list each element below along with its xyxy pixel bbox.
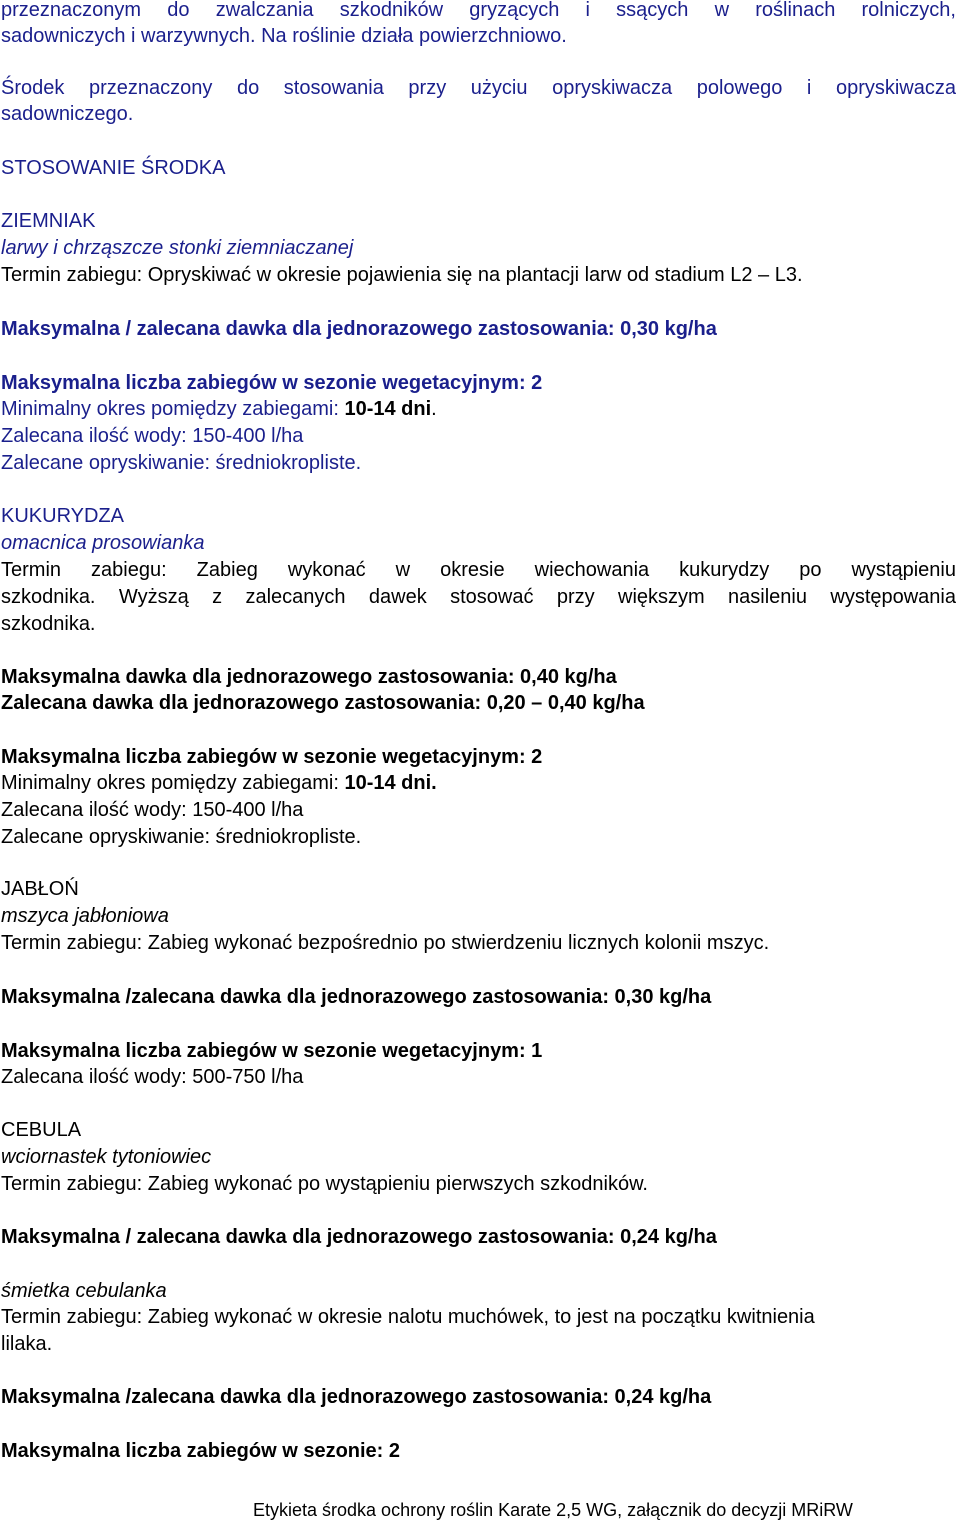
ziemniak-woda: Zalecana ilość wody: 150-400 l/ha: [1, 425, 304, 447]
intro-line-2: sadowniczych i warzywnych. Na roślinie działa powierzchniowo.: [1, 25, 567, 47]
cebula-pest-1: wciornastek tytoniowiec: [1, 1146, 212, 1168]
cebula-heading: CEBULA: [1, 1119, 82, 1141]
kukurydza-pest: omacnica prosowianka: [1, 532, 205, 554]
kukurydza-oprysk: Zalecane opryskiwanie: średniokropliste.: [1, 826, 362, 848]
kukurydza-okres-label: Minimalny okres pomiędzy zabiegami:: [1, 772, 345, 794]
kukurydza-heading: KUKURYDZA: [1, 505, 124, 527]
ziemniak-heading: ZIEMNIAK: [1, 210, 96, 232]
jablon-heading: JABŁOŃ: [1, 878, 79, 900]
ziemniak-pest: larwy i chrząszcze stonki ziemniaczanej: [1, 237, 354, 259]
cebula-termin-2a: Termin zabiegu: Zabieg wykonać w okresie nalotu muchówek, to jest na początku kwitnienia: [1, 1306, 815, 1328]
page-footer: Etykieta środka ochrony roślin Karate 2,5 WG, załącznik do decyzji MRiRW: [253, 1500, 853, 1520]
cebula-dawka-2: Maksymalna /zalecana dawka dla jednorazowego zastosowania: 0,24 kg/ha: [1, 1386, 712, 1408]
intro-line-3: Środek przeznaczony do stosowania przy użyciu opryskiwacza polowego i opryskiwacza: [1, 77, 956, 99]
kukurydza-termin-1: Termin zabiegu: Zabieg wykonać w okresie wiechowania kukurydzy po wystąpieniu: [1, 559, 956, 581]
ziemniak-okres: [1, 396, 437, 422]
section-title: STOSOWANIE ŚRODKA: [1, 157, 226, 179]
cebula-pest-2: śmietka cebulanka: [1, 1280, 167, 1302]
cebula-termin-1: Termin zabiegu: Zabieg wykonać po wystąpieniu pierwszych szkodników.: [1, 1173, 648, 1195]
intro-line-1: przeznaczonym do zwalczania szkodników gryzących i ssących w roślinach rolniczych,: [1, 0, 956, 21]
cebula-dawka-1: Maksymalna / zalecana dawka dla jednorazowego zastosowania: 0,24 kg/ha: [1, 1226, 717, 1248]
jablon-liczba: Maksymalna liczba zabiegów w sezonie wegetacyjnym: 1: [1, 1040, 543, 1062]
intro-line-4: sadowniczego.: [1, 103, 134, 125]
jablon-termin: Termin zabiegu: Zabieg wykonać bezpośrednio po stwierdzeniu licznych kolonii mszyc.: [1, 932, 770, 954]
ziemniak-okres-label: Minimalny okres pomiędzy zabiegami:: [1, 398, 345, 420]
ziemniak-termin: Termin zabiegu: Opryskiwać w okresie pojawienia się na plantacji larw od stadium L2 – L3.: [1, 264, 803, 286]
kukurydza-dawka-max: Maksymalna dawka dla jednorazowego zastosowania: 0,40 kg/ha: [1, 666, 617, 688]
ziemniak-dawka: Maksymalna / zalecana dawka dla jednorazowego zastosowania: 0,30 kg/ha: [1, 318, 717, 340]
jablon-pest: mszyca jabłoniowa: [1, 905, 169, 927]
ziemniak-okres-value: 10-14 dni: [344, 398, 432, 420]
kukurydza-okres-value: 10-14 dni.: [344, 772, 437, 794]
kukurydza-woda: Zalecana ilość wody: 150-400 l/ha: [1, 799, 304, 821]
cebula-liczba: Maksymalna liczba zabiegów w sezonie: 2: [1, 1440, 401, 1462]
cebula-termin-2b: lilaka.: [1, 1333, 53, 1355]
kukurydza-liczba: Maksymalna liczba zabiegów w sezonie wegetacyjnym: 2: [1, 746, 543, 768]
kukurydza-okres: [1, 770, 437, 796]
kukurydza-dawka-zal: Zalecana dawka dla jednorazowego zastosowania: 0,20 – 0,40 kg/ha: [1, 692, 645, 714]
ziemniak-okres-end: .: [431, 398, 437, 420]
ziemniak-liczba: Maksymalna liczba zabiegów w sezonie wegetacyjnym: 2: [1, 372, 543, 394]
kukurydza-termin-3: szkodnika.: [1, 613, 96, 635]
ziemniak-oprysk: Zalecane opryskiwanie: średniokropliste.: [1, 452, 362, 474]
jablon-dawka: Maksymalna /zalecana dawka dla jednorazowego zastosowania: 0,30 kg/ha: [1, 986, 712, 1008]
kukurydza-termin-2: szkodnika. Wyższą z zalecanych dawek stosować przy większym nasileniu występowania: [1, 586, 956, 608]
jablon-woda: Zalecana ilość wody: 500-750 l/ha: [1, 1066, 304, 1088]
